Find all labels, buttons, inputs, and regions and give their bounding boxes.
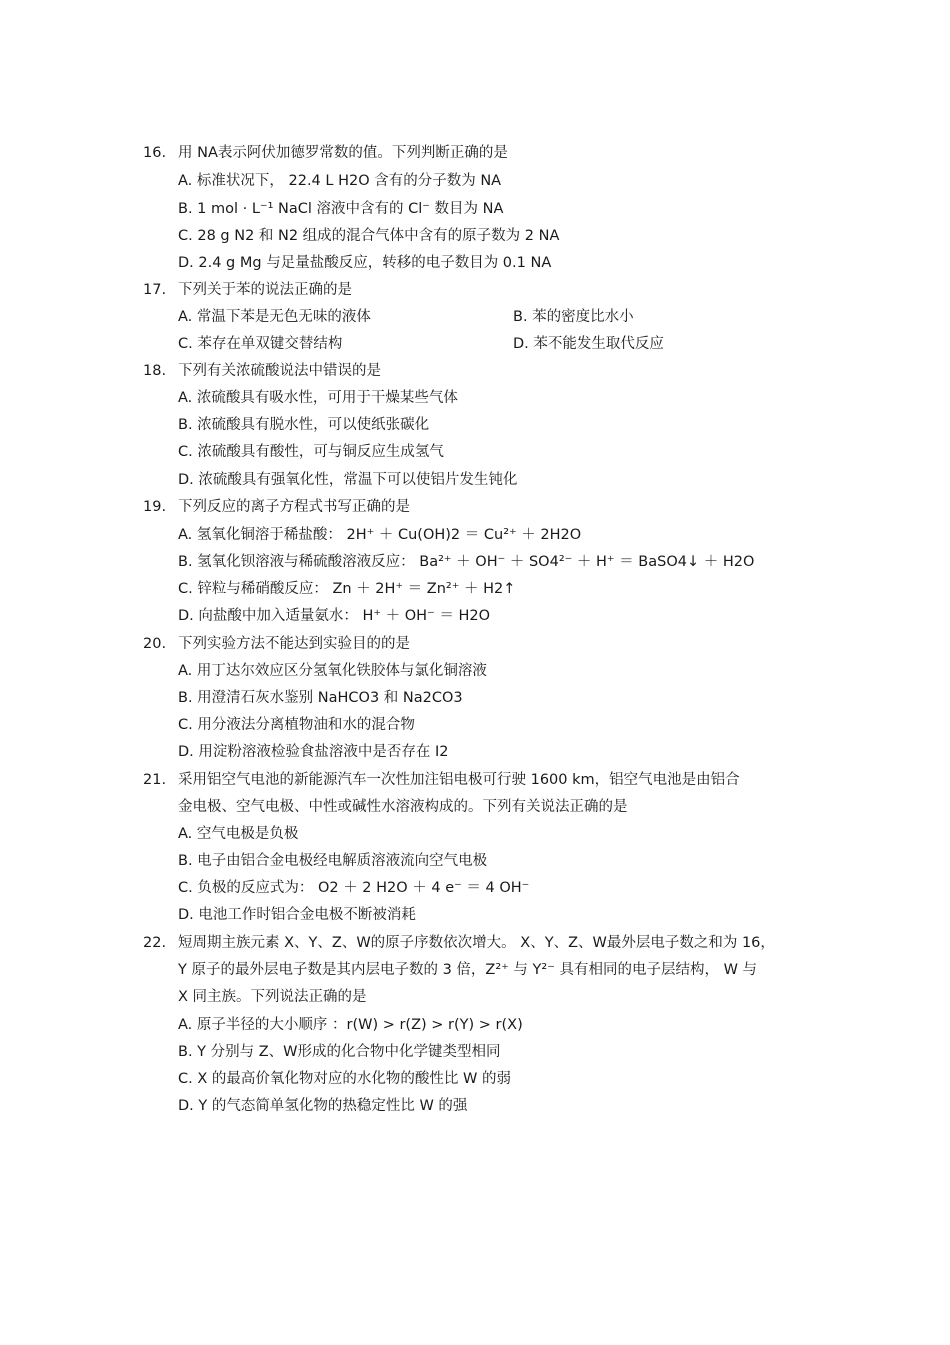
option-a: A. 用丁达尔效应区分氢氧化铁胶体与氯化铜溶液 bbox=[178, 663, 487, 679]
option-b: B. Y 分别与 Z、W形成的化合物中化学键类型相同 bbox=[178, 1044, 501, 1060]
question-number: 21. bbox=[143, 772, 167, 788]
option-d: D. 向盐酸中加入适量氨水： H⁺ ＋ OH⁻ ＝ H2O bbox=[178, 608, 490, 624]
option-b: B. 浓硫酸具有脱水性，可以使纸张碳化 bbox=[178, 417, 430, 433]
option-c: C. 负极的反应式为： O2 ＋ 2 H2O ＋ 4 e⁻ ＝ 4 OH⁻ bbox=[178, 880, 530, 896]
option-c: C. 28 g N2 和 N2 组成的混合气体中含有的原子数为 2 NA bbox=[178, 228, 560, 244]
option-b: B. 1 mol · L⁻¹ NaCl 溶液中含有的 Cl⁻ 数目为 NA bbox=[178, 201, 504, 217]
question-stem-continued: 金电极、空气电极、中性或碱性水溶液构成的。下列有关说法正确的是 bbox=[178, 799, 628, 815]
option-b: B. 氢氧化钡溶液与稀硫酸溶液反应： Ba²⁺ ＋ OH⁻ ＋ SO4²⁻ ＋ H⁺ ＝ BaSO4↓ ＋ H2O bbox=[178, 554, 755, 570]
option-c: C. 苯存在单双键交替结构 bbox=[178, 336, 343, 352]
option-c: C. 锌粒与稀硝酸反应： Zn ＋ 2H⁺ ＝ Zn²⁺ ＋ H2↑ bbox=[178, 581, 516, 597]
question-stem: 下列关于苯的说法正确的是 bbox=[178, 282, 352, 298]
question-number: 20. bbox=[143, 636, 167, 652]
option-d: D. 苯不能发生取代反应 bbox=[513, 336, 664, 352]
option-b: B. 苯的密度比水小 bbox=[513, 309, 634, 325]
option-d: D. 用淀粉溶液检验食盐溶液中是否存在 I2 bbox=[178, 744, 449, 760]
question-stem-continued: X 同主族。下列说法正确的是 bbox=[178, 989, 367, 1005]
question-stem: 采用铝空气电池的新能源汽车一次性加注铝电极可行驶 1600 km，铝空气电池是由铝合 bbox=[178, 772, 740, 788]
question-stem: 短周期主族元素 X、Y、Z、W的原子序数依次增大。 X、Y、Z、W最外层电子数之和为 16， bbox=[178, 935, 775, 951]
question-number: 22. bbox=[143, 935, 167, 951]
option-d: D. 电池工作时铝合金电极不断被消耗 bbox=[178, 907, 416, 923]
question-number: 18. bbox=[143, 363, 167, 379]
question-number: 19. bbox=[143, 499, 167, 515]
question-stem: 下列实验方法不能达到实验目的的是 bbox=[178, 636, 410, 652]
option-a: A. 原子半径的大小顺序 ：r(W) > r(Z) > r(Y) > r(X) bbox=[178, 1017, 523, 1033]
option-a: A. 空气电极是负极 bbox=[178, 826, 299, 842]
option-d: D. Y 的气态简单氢化物的热稳定性比 W 的强 bbox=[178, 1098, 468, 1114]
option-a: A. 常温下苯是无色无味的液体 bbox=[178, 309, 371, 325]
option-c: C. X 的最高价氧化物对应的水化物的酸性比 W 的弱 bbox=[178, 1071, 511, 1087]
question-stem: 用 NA表示阿伏加德罗常数的值。下列判断正确的是 bbox=[178, 145, 508, 161]
option-a: A. 浓硫酸具有吸水性，可用于干燥某些气体 bbox=[178, 390, 458, 406]
option-c: C. 用分液法分离植物油和水的混合物 bbox=[178, 717, 415, 733]
option-d: D. 2.4 g Mg 与足量盐酸反应，转移的电子数目为 0.1 NA bbox=[178, 255, 552, 271]
question-stem: 下列有关浓硫酸说法中错误的是 bbox=[178, 363, 381, 379]
question-stem: 下列反应的离子方程式书写正确的是 bbox=[178, 499, 410, 515]
option-d: D. 浓硫酸具有强氧化性，常温下可以使铝片发生钝化 bbox=[178, 472, 518, 488]
option-b: B. 用澄清石灰水鉴别 NaHCO3 和 Na2CO3 bbox=[178, 690, 463, 706]
question-number: 17. bbox=[143, 282, 167, 298]
question-stem-continued: Y 原子的最外层电子数是其内层电子数的 3 倍，Z²⁺ 与 Y²⁻ 具有相同的电子层结构， W 与 bbox=[178, 962, 758, 978]
option-b: B. 电子由铝合金电极经电解质溶液流向空气电极 bbox=[178, 853, 488, 869]
option-c: C. 浓硫酸具有酸性，可与铜反应生成氢气 bbox=[178, 444, 444, 460]
option-a: A. 氢氧化铜溶于稀盐酸： 2H⁺ ＋ Cu(OH)2 ＝ Cu²⁺ ＋ 2H2O bbox=[178, 527, 582, 543]
question-number: 16. bbox=[143, 145, 167, 161]
option-a: A. 标准状况下， 22.4 L H2O 含有的分子数为 NA bbox=[178, 173, 502, 189]
